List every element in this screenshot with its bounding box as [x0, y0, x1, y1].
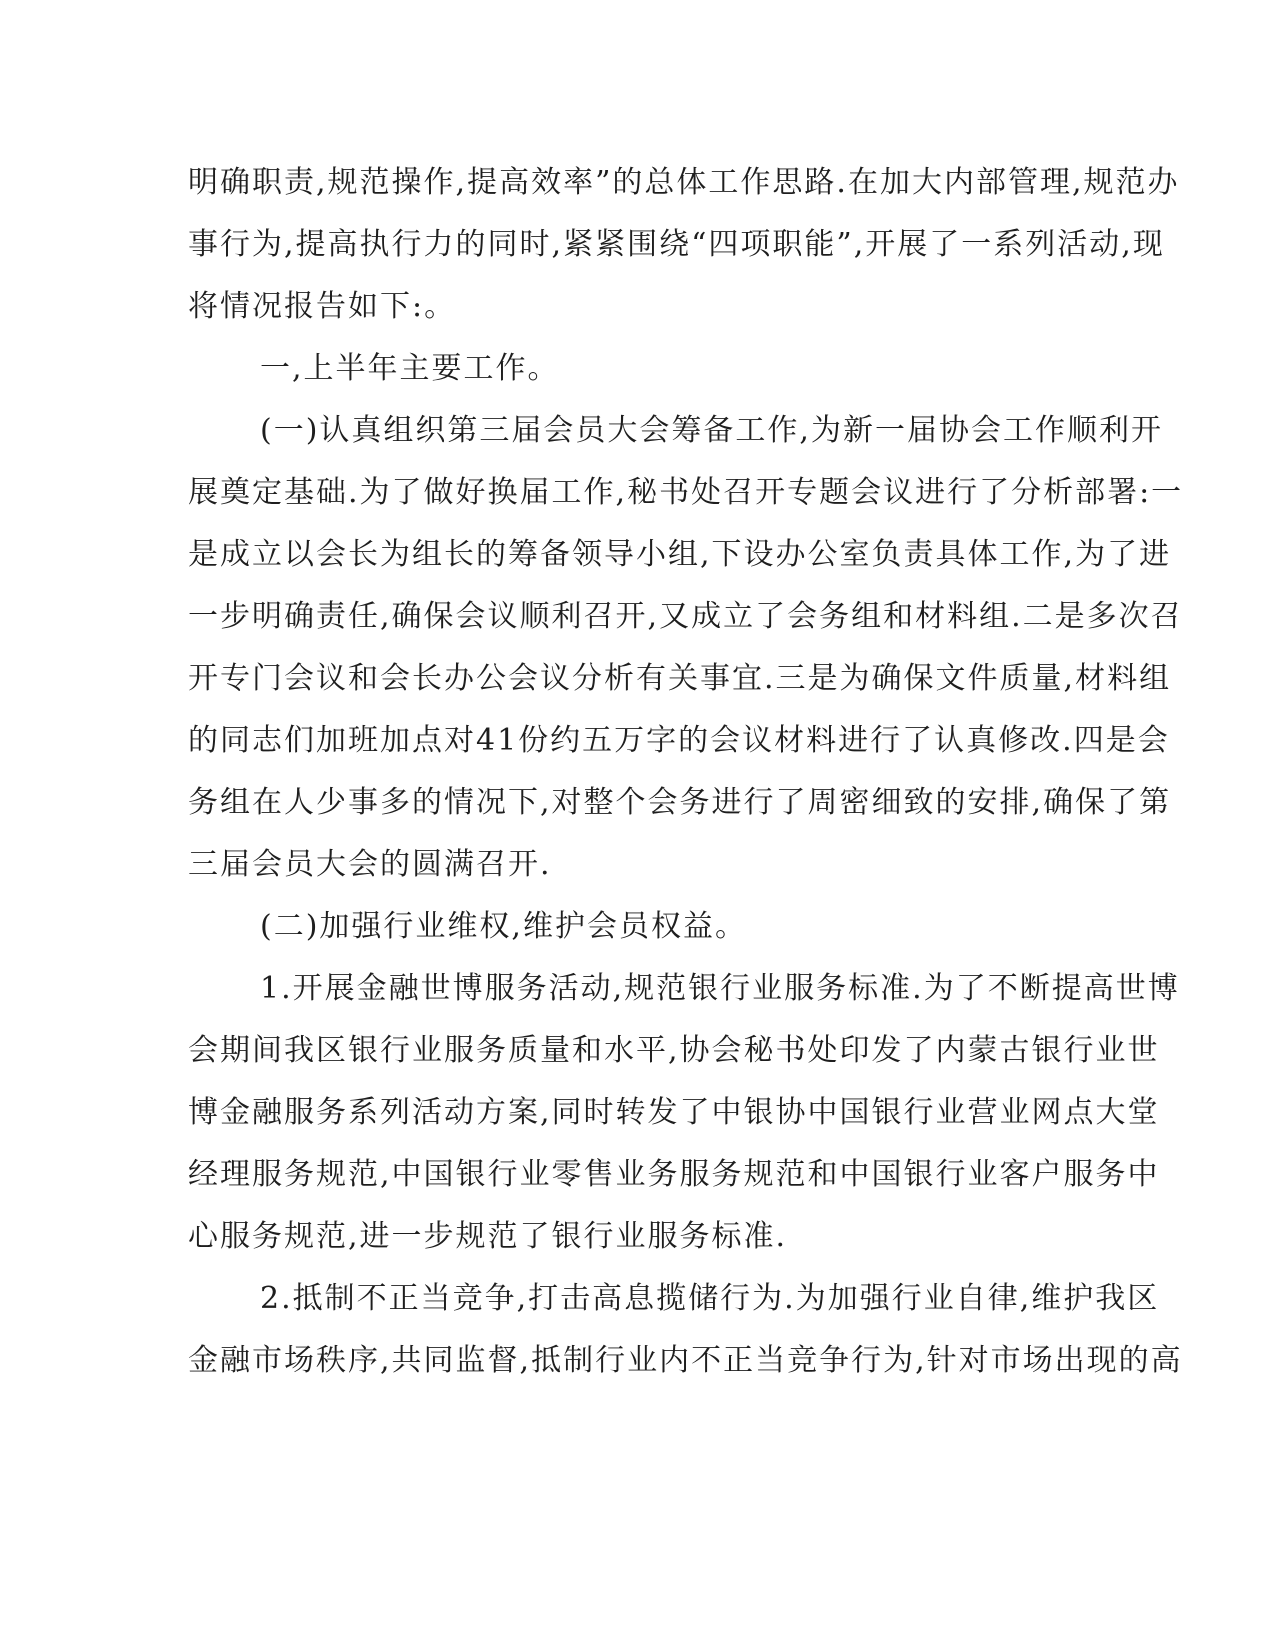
text-line: (一)认真组织第三届会员大会筹备工作,为新一届协会工作顺利开	[260, 413, 1163, 448]
text-line: 明确职责,规范操作,提高效率”的总体工作思路.在加大内部管理,规范办	[188, 165, 1180, 200]
text-line: 心服务规范,进一步规范了银行业服务标准.	[188, 1219, 788, 1254]
text-line: 事行为,提高执行力的同时,紧紧围绕“四项职能”,开展了一系列活动,现	[188, 227, 1165, 262]
document-page	[188, 152, 1184, 1392]
text-line: 三届会员大会的圆满召开.	[188, 847, 552, 882]
text-line: 将情况报告如下:。	[188, 289, 457, 324]
text-line: 务组在人少事多的情况下,对整个会务进行了周密细致的安排,确保了第	[188, 785, 1172, 820]
text-line: 是成立以会长为组长的筹备领导小组,下设办公室负责具体工作,为了进	[188, 537, 1172, 572]
text-line: 展奠定基础.为了做好换届工作,秘书处召开专题会议进行了分析部署:一	[188, 475, 1184, 510]
text-line: 一,上半年主要工作。	[260, 351, 560, 386]
text-line: 一步明确责任,确保会议顺利召开,又成立了会务组和材料组.二是多次召	[188, 599, 1183, 634]
text-line: (二)加强行业维权,维护会员权益。	[260, 909, 747, 944]
text-line: 经理服务规范,中国银行业零售业务服务规范和中国银行业客户服务中	[188, 1157, 1160, 1192]
text-line: 1.开展金融世博服务活动,规范银行业服务标准.为了不断提高世博	[260, 971, 1180, 1006]
text-line: 的同志们加班加点对41份约五万字的会议材料进行了认真修改.四是会	[188, 723, 1170, 758]
text-line: 金融市场秩序,共同监督,抵制行业内不正当竞争行为,针对市场出现的高	[188, 1343, 1183, 1378]
text-line: 开专门会议和会长办公会议分析有关事宜.三是为确保文件质量,材料组	[188, 661, 1172, 696]
text-line: 2.抵制不正当竞争,打击高息揽储行为.为加强行业自律,维护我区	[260, 1281, 1160, 1316]
text-line: 博金融服务系列活动方案,同时转发了中银协中国银行业营业网点大堂	[188, 1095, 1160, 1130]
text-line: 会期间我区银行业服务质量和水平,协会秘书处印发了内蒙古银行业世	[188, 1033, 1160, 1068]
